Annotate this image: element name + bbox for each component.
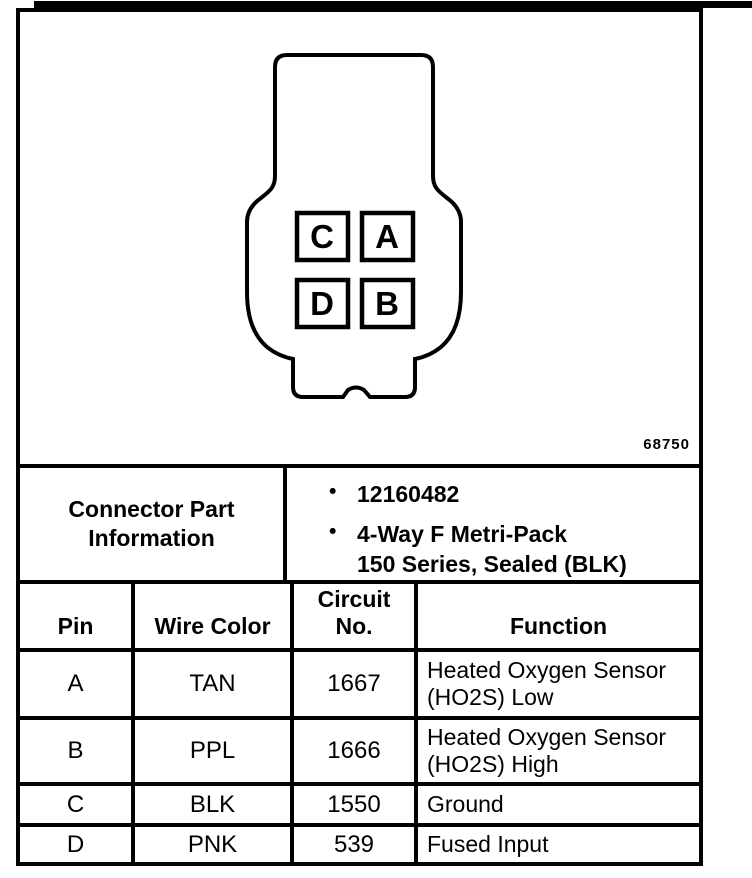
table-row-pin-c: [20, 782, 699, 823]
table-row-pin-a: [20, 648, 699, 716]
part-number: 12160482: [357, 481, 460, 507]
cell-circuit-no: 1667: [290, 652, 414, 716]
pin-cavity-a-label: A: [375, 218, 399, 255]
part-description-item: [329, 520, 699, 579]
bullet-icon: •: [329, 480, 337, 503]
part-info-header-cell: [20, 468, 283, 580]
part-description-line2: 150 Series, Sealed (BLK): [357, 550, 627, 577]
cell-circuit-no: 1666: [290, 720, 414, 782]
header-wire-color: Wire Color: [131, 584, 290, 648]
cell-wire-color: PPL: [131, 720, 290, 782]
cell-function: Heated Oxygen Sensor (HO2S) High: [414, 720, 699, 782]
cell-circuit-no: 1550: [290, 786, 414, 823]
cell-pin: A: [67, 670, 84, 697]
header-pin: Pin: [57, 612, 94, 639]
header-function: Function: [414, 584, 699, 648]
figure-number: 68750: [643, 436, 690, 453]
part-description-line1: 4-Way F Metri-Pack: [357, 521, 568, 548]
part-number-item: [329, 480, 699, 509]
cell-function: Heated Oxygen Sensor (HO2S) Low: [414, 652, 699, 716]
pin-cavity-d-label: D: [310, 285, 334, 322]
diagram-frame: [16, 8, 703, 866]
part-info-title: Connector Part Information: [68, 496, 235, 551]
connector-outline: [247, 55, 461, 397]
cell-wire-color: PNK: [131, 827, 290, 862]
table-row-pin-d: [20, 823, 699, 862]
cell-wire-color: TAN: [131, 652, 290, 716]
part-info-row: [20, 464, 699, 580]
cell-pin: D: [66, 830, 85, 858]
connector-drawing-area: [20, 12, 699, 464]
cell-function: Ground: [414, 786, 699, 823]
pin-table-header-row: [20, 580, 699, 648]
pin-cavity-c-label: C: [310, 218, 334, 255]
scan-artifact-line: [34, 1, 752, 8]
part-info-value-cell: [283, 468, 699, 580]
cell-wire-color: BLK: [131, 786, 290, 823]
pin-cavity-b-label: B: [375, 285, 399, 322]
cell-pin: B: [67, 737, 84, 764]
table-row-pin-b: [20, 716, 699, 782]
connector-drawing: [245, 50, 465, 400]
header-circuit-no: Circuit No.: [290, 584, 414, 648]
cell-pin: C: [66, 790, 85, 818]
cell-function: Fused Input: [414, 827, 699, 862]
cell-circuit-no: 539: [290, 827, 414, 862]
bullet-icon: •: [329, 520, 337, 544]
